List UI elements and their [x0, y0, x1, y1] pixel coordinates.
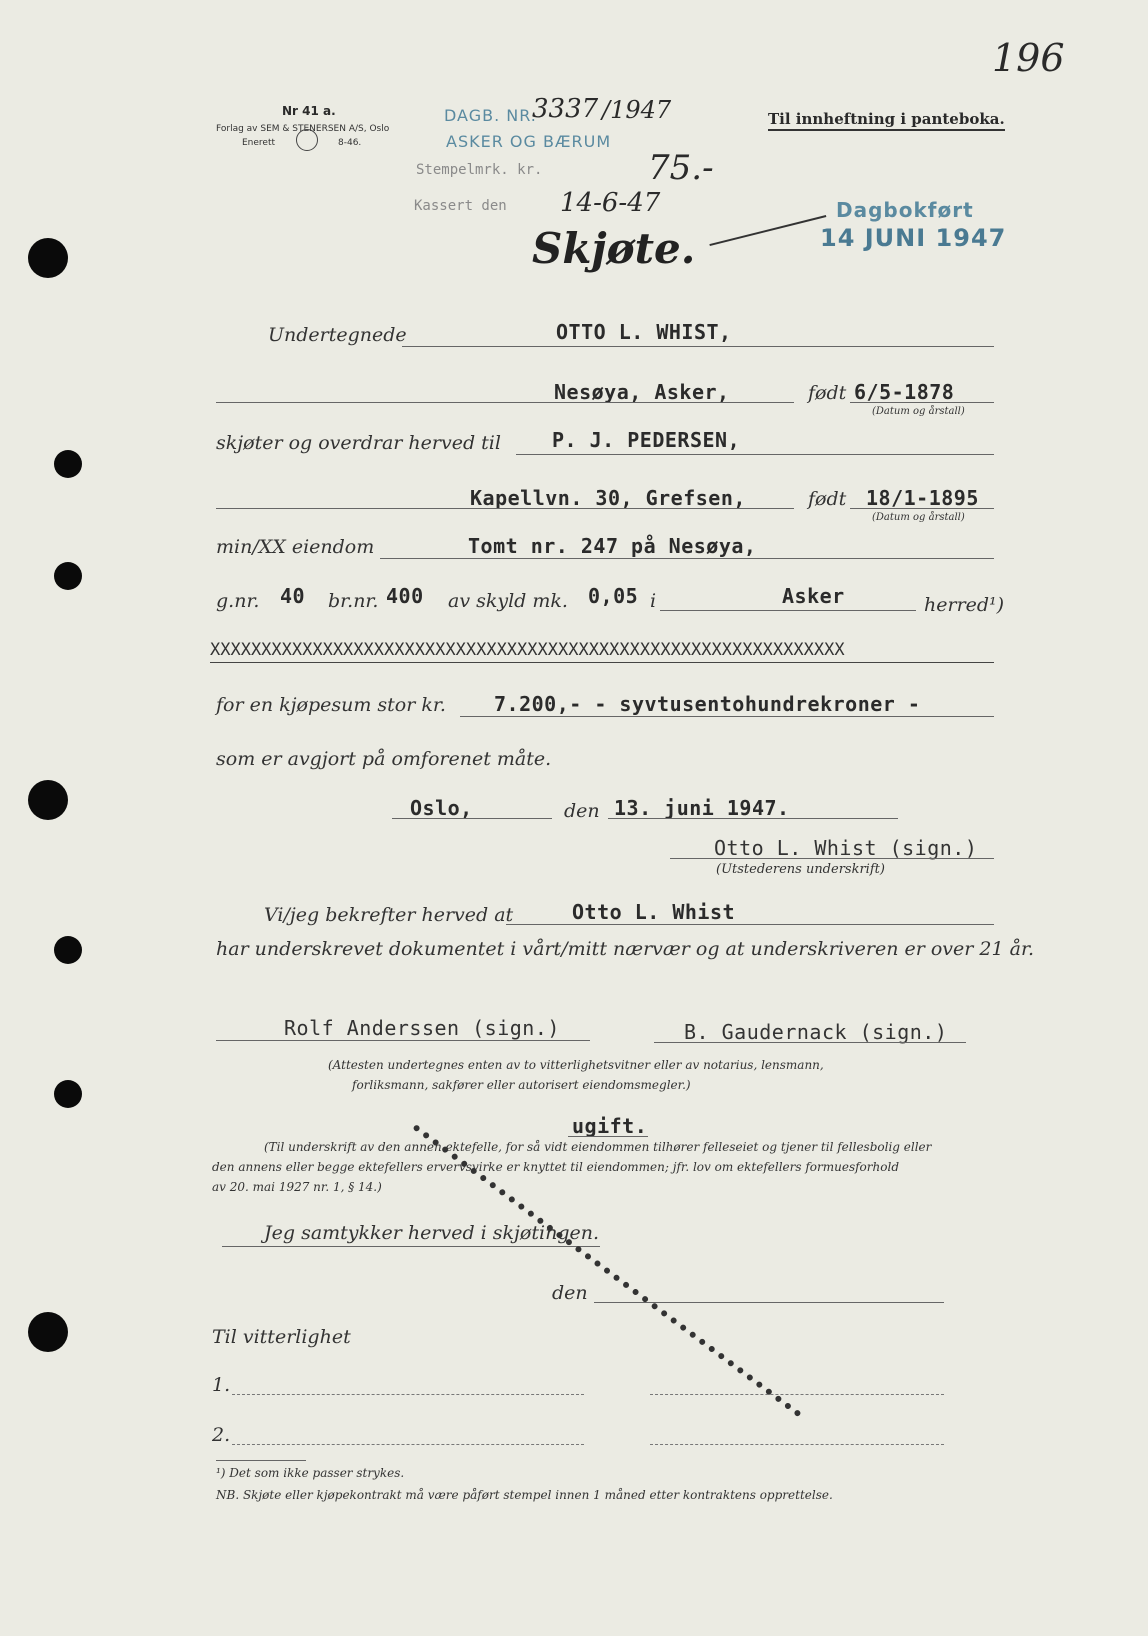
witness-line2: har underskrevet dokumentet i vårt/mitt nærvær og at underskriveren er over 21 år.: [216, 938, 1034, 960]
witness-1-line: [216, 1040, 590, 1041]
edition: 8-46.: [338, 138, 362, 148]
spouse-status-line: [568, 1136, 648, 1137]
herred-label: herred¹): [924, 594, 1005, 616]
buyer-name-line: [516, 454, 994, 455]
stamp-date: 14 JUNI 1947: [820, 224, 1007, 252]
cancelled-label: Kassert den: [414, 198, 507, 214]
punch-hole-6: [54, 1080, 82, 1108]
herred-line: [660, 610, 916, 611]
spouse-note-2: den annens eller begge ektefellers ervervsvirke er knyttet til eiendommen; jfr. lov om ektefellers formuesforhold: [212, 1160, 899, 1174]
office-stamp: ASKER OG BÆRUM: [446, 132, 612, 151]
buyer-born-line: [850, 508, 994, 509]
seller-name: OTTO L. WHIST,: [556, 320, 732, 344]
buyer-name: P. J. PEDERSEN,: [552, 428, 741, 452]
spouse-consent-line: [222, 1246, 600, 1247]
punch-hole-5: [54, 936, 82, 964]
price-label: for en kjøpesum stor kr.: [216, 694, 446, 716]
transfer-label: skjøter og overdrar herved til: [216, 432, 501, 454]
footnote-divider: [216, 1460, 306, 1461]
vitterlighet-label: Til vitterlighet: [212, 1326, 351, 1348]
spouse-consent: Jeg samtykker herved i skjøtingen.: [264, 1222, 600, 1244]
seller-born-label: født: [808, 382, 847, 404]
seller-label: Undertegnede: [268, 324, 407, 346]
brnr-label: br.nr.: [328, 590, 379, 612]
price-value: 7.200,- - syvtusentohundrekroner -: [494, 692, 921, 716]
witness-note-1: (Attesten undertegnes enten av to vitterlighetsvitner eller av notarius, lensmann,: [328, 1058, 824, 1072]
skyld-i-label: i: [650, 590, 657, 612]
instruction: Til innheftning i panteboka.: [768, 110, 1005, 131]
punch-hole-3: [54, 562, 82, 590]
vitterlighet-line-2a: [232, 1444, 584, 1445]
stamp-fee-value: 75.-: [648, 148, 714, 188]
signing-place-line: [392, 818, 552, 819]
struck-line: XXXXXXXXXXXXXXXXXXXXXXXXXXXXXXXXXXXXXXXXXXXXXXXXXXXXXXXXXXXXXX: [210, 640, 845, 660]
herred-value: Asker: [782, 584, 845, 608]
witness-2-line: [654, 1042, 966, 1043]
signing-den-label: den: [564, 800, 600, 822]
struck-line-underline: [210, 662, 994, 663]
dagb-label: DAGB. NR.: [444, 106, 537, 125]
seller-born-line: [850, 402, 994, 403]
spouse-status: ugift.: [572, 1114, 648, 1138]
footnote-1: ¹) Det som ikke passer strykes.: [216, 1466, 405, 1480]
punch-hole-4: [28, 780, 68, 820]
seller-address-line: [216, 402, 794, 403]
buyer-born-label: født: [808, 488, 847, 510]
signature-caption: (Utstederens underskrift): [716, 862, 885, 877]
signature-line: [670, 858, 994, 859]
page-number: 196: [992, 36, 1065, 80]
skyld-label: av skyld mk.: [448, 590, 568, 612]
price-settled: som er avgjort på omforenet måte.: [216, 748, 552, 770]
dagb-year: /1947: [602, 96, 672, 124]
buyer-born: 18/1-1895: [866, 486, 979, 510]
property-line: [380, 558, 994, 559]
dagb-number: 3337: [532, 94, 599, 124]
stamp-fee-label: Stempelmrk. kr.: [416, 162, 543, 178]
witness-line1-name: Otto L. Whist: [572, 900, 736, 924]
seller-name-line: [402, 346, 994, 347]
vitterlighet-line-1a: [232, 1394, 584, 1395]
spouse-den-label: den: [552, 1282, 588, 1304]
form-number: Nr 41 a.: [282, 104, 336, 118]
seller-address: Nesøya, Asker,: [554, 380, 730, 404]
page-title: Skjøte.: [532, 224, 696, 273]
brnr-value: 400: [386, 584, 424, 608]
witness-note-2: forliksmann, sakfører eller autorisert eiendomsmegler.): [352, 1078, 691, 1092]
buyer-address: Kapellvn. 30, Grefsen,: [470, 486, 746, 510]
skyld-value: 0,05: [588, 584, 639, 608]
vitterlighet-line-2b: [650, 1444, 944, 1445]
gnr-value: 40: [280, 584, 306, 608]
witness-line1-label: Vi/jeg bekrefter herved at: [264, 904, 514, 926]
cancelled-date: 14-6-47: [560, 188, 661, 218]
gnr-label: g.nr.: [216, 590, 260, 612]
vitterlighet-item-1: 1.: [212, 1374, 231, 1396]
price-line: [460, 716, 994, 717]
vitterlighet-item-2: 2.: [212, 1424, 231, 1446]
spouse-note-1: (Til underskrift av den annen ektefelle, for så vidt eiendommen tilhører felleseiet og tjener til fellesbolig eller: [264, 1140, 932, 1154]
footnote-2: NB. Skjøte eller kjøpekontrakt må være påført stempel innen 1 måned etter kontraktens opprettelse.: [216, 1488, 833, 1502]
rights: Enerett: [242, 138, 276, 148]
punch-hole-2: [54, 450, 82, 478]
handwritten-initials: [702, 184, 827, 246]
vitterlighet-line-1b: [650, 1394, 944, 1395]
seller-born-note: (Datum og årstall): [872, 406, 965, 417]
signature: Otto L. Whist (sign.): [714, 836, 978, 860]
punch-hole-7: [28, 1312, 68, 1352]
signing-date: 13. juni 1947.: [614, 796, 790, 820]
buyer-born-note: (Datum og årstall): [872, 512, 965, 523]
witness-1: Rolf Anderssen (sign.): [284, 1016, 560, 1040]
witness-2: B. Gaudernack (sign.): [684, 1020, 948, 1044]
buyer-address-line: [216, 508, 794, 509]
witness-line1-line: [506, 924, 994, 925]
signing-date-line: [608, 818, 898, 819]
seller-born: 6/5-1878: [854, 380, 955, 404]
spouse-note-3: av 20. mai 1927 nr. 1, § 14.): [212, 1180, 382, 1194]
property-label: min/XX eiendom: [216, 536, 375, 558]
punch-hole-1: [28, 238, 68, 278]
stamp-title: Dagbokført: [836, 198, 974, 222]
signing-place: Oslo,: [410, 796, 473, 820]
publisher-logo: [296, 129, 318, 151]
publisher: Forlag av SEM & STENERSEN A/S, Oslo: [216, 124, 390, 134]
property-description: Tomt nr. 247 på Nesøya,: [468, 534, 757, 558]
